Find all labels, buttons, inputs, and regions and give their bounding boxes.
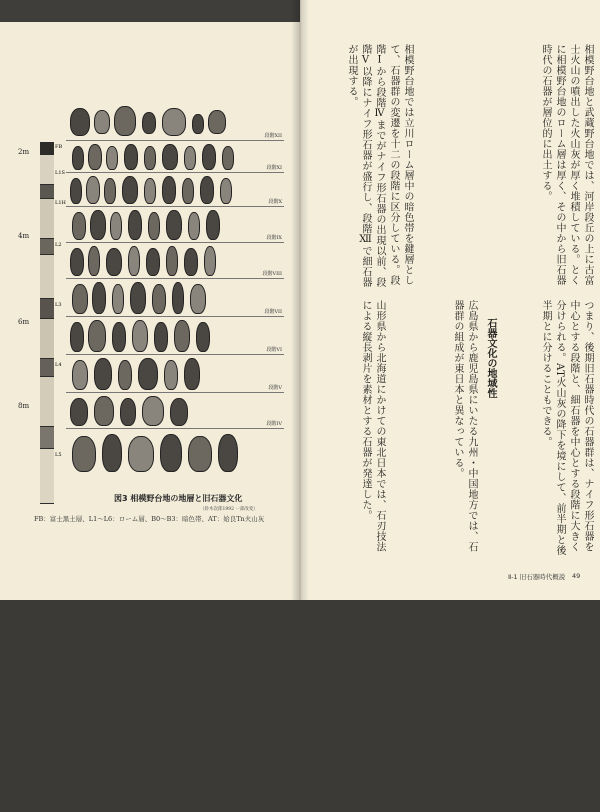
- stone-tool-drawing: [206, 210, 220, 240]
- stone-tool-drawing: [218, 434, 238, 472]
- stone-tool-drawing: [128, 436, 154, 472]
- stratum-label: L1H: [55, 200, 66, 206]
- stone-tool-drawing: [94, 110, 110, 134]
- stone-tool-drawing: [154, 322, 168, 352]
- phase-label: 段階XII: [264, 133, 282, 139]
- stone-tool-drawing: [166, 210, 182, 240]
- phase-divider: [66, 140, 284, 141]
- body-paragraph: 山形県から北海道にかけての東北日本では、石刃技法による縦長剥片を素材とする石器が発達した。: [360, 300, 385, 552]
- stone-tool-drawing: [204, 246, 216, 276]
- stratum: [40, 318, 54, 359]
- stone-tool-drawing: [102, 434, 122, 472]
- stone-tool-drawing: [164, 360, 178, 390]
- figure-source: （鈴木次郎1992 一部改変）: [200, 507, 258, 512]
- stone-tool-drawing: [112, 322, 126, 352]
- stone-tool-drawing: [72, 212, 86, 240]
- stone-tool-drawing: [106, 248, 122, 276]
- phase-divider: [66, 392, 284, 393]
- phase-label: 段階V: [268, 385, 282, 391]
- body-paragraph: つまり、後期旧石器時代の石器群は、ナイフ形石器を中心とする段階と、細石器を中心とする段階に大きく分けられる。AT火山灰の降下を境にして、前半期と後半期とに分けることもできる。: [540, 300, 593, 556]
- stone-tool-drawing: [120, 398, 136, 426]
- phase-divider: [66, 354, 284, 355]
- stone-tool-drawing: [72, 360, 88, 390]
- stone-tool-drawing: [138, 358, 158, 390]
- stone-tool-drawing: [122, 176, 138, 204]
- stratum: [40, 298, 54, 319]
- phase-divider: [66, 242, 284, 243]
- stratum: [40, 238, 54, 255]
- figure-legend: FB：富士黒土層、L1〜L6：ローム層、B0〜B3：暗色帯、AT：姶良Tn火山灰: [34, 515, 265, 523]
- stratum: [40, 448, 54, 504]
- phase-label: 段階VII: [264, 309, 282, 315]
- stone-tool-drawing: [162, 144, 178, 170]
- stone-tool-drawing: [94, 396, 114, 426]
- stone-tool-drawing: [190, 284, 206, 314]
- stone-tool-drawing: [184, 146, 196, 170]
- stone-tool-drawing: [94, 358, 112, 390]
- body-paragraph: 相模野台地と武蔵野台地では、河岸段丘の上に古富士火山の噴出した火山灰が厚く堆積している。とくに相模野台地のローム層は厚く、その中から旧石器時代の石器が層位的に出土する。: [540, 44, 593, 286]
- running-footer: Ⅱ-1 旧石器時代概説: [508, 573, 566, 581]
- depth-label: 2m: [18, 148, 30, 156]
- stone-tool-drawing: [170, 398, 188, 426]
- stratum: [40, 358, 54, 377]
- phase-label: 段階XI: [266, 165, 282, 171]
- phase-divider: [66, 428, 284, 429]
- stone-tool-drawing: [144, 178, 156, 204]
- page-number: 49: [572, 572, 581, 580]
- body-paragraph: 相模野台地では立川ローム層中の暗色帯を鍵層として、石器群の変遷を十二の段階に区分している。段階Ⅰから段階Ⅳまでがナイフ形石器の出現以前、段階Ⅴ以降にナイフ形石器が盛行し、段階Ⅻで細石器が出現する。: [346, 44, 413, 288]
- phase-divider: [66, 206, 284, 207]
- stratum-label: L4: [55, 362, 62, 368]
- stone-tool-drawing: [130, 282, 146, 314]
- left-page: [0, 22, 300, 600]
- stone-tool-drawing: [90, 210, 106, 240]
- stone-tool-drawing: [146, 248, 160, 276]
- stone-tool-drawing: [160, 434, 182, 472]
- stratum: [40, 254, 54, 299]
- stone-tool-drawing: [72, 436, 96, 472]
- stone-tool-drawing: [148, 212, 160, 240]
- stone-tool-drawing: [152, 284, 166, 314]
- figure-caption: 図3 相模野台地の地層と旧石器文化: [114, 494, 243, 503]
- depth-label: 8m: [18, 402, 30, 410]
- stratum: [40, 376, 54, 427]
- phase-divider: [66, 278, 284, 279]
- phase-label: 段階X: [268, 199, 282, 205]
- stone-tool-drawing: [110, 212, 122, 240]
- phase-label: 段階IV: [266, 421, 282, 427]
- stone-tool-drawing: [118, 360, 132, 390]
- stone-tool-drawing: [196, 322, 210, 352]
- stratum: [40, 184, 54, 199]
- stratum-label: L3: [55, 302, 62, 308]
- stone-tool-drawing: [188, 212, 200, 240]
- stone-tool-drawing: [106, 146, 118, 170]
- stone-tool-drawing: [192, 114, 204, 134]
- book-gutter: [291, 0, 309, 600]
- stone-tool-drawing: [142, 396, 164, 426]
- stone-tool-drawing: [70, 108, 90, 136]
- stone-tool-drawing: [88, 320, 106, 352]
- depth-label: 4m: [18, 232, 30, 240]
- stratigraphic-column: [40, 142, 54, 502]
- stone-tool-drawing: [202, 144, 216, 170]
- stone-tool-drawing: [144, 146, 156, 170]
- stone-tool-drawing: [114, 106, 136, 136]
- stone-tool-drawing: [174, 320, 190, 352]
- stone-tool-drawing: [220, 178, 232, 204]
- stone-tool-drawing: [70, 398, 88, 426]
- right-page: [300, 0, 600, 600]
- phase-label: 段階VI: [266, 347, 282, 353]
- stone-tool-drawing: [88, 246, 100, 276]
- stone-tool-drawing: [104, 178, 116, 204]
- stone-tool-drawing: [162, 176, 176, 204]
- stone-tool-drawing: [72, 146, 84, 170]
- stone-tool-drawing: [124, 144, 138, 170]
- stratum: [40, 426, 54, 449]
- stratum: [40, 198, 54, 239]
- phase-divider: [66, 316, 284, 317]
- stone-tool-drawing: [166, 246, 178, 276]
- stone-tool-drawing: [72, 284, 88, 314]
- stone-tool-drawing: [172, 282, 184, 314]
- stratum-label: L5: [55, 452, 62, 458]
- body-paragraph: 広島県から鹿児島県にいたる九州・中国地方では、石器群の組成が東日本と異なっている。: [452, 300, 477, 552]
- phase-label: 段階IX: [266, 235, 282, 241]
- stone-tool-drawing: [184, 358, 200, 390]
- stone-tool-drawing: [162, 108, 186, 136]
- stone-tool-drawing: [86, 176, 100, 204]
- stratum-label: L2: [55, 242, 62, 248]
- stone-tool-drawing: [128, 246, 140, 276]
- stone-tool-drawing: [128, 210, 142, 240]
- stone-tool-drawing: [88, 144, 102, 170]
- stone-tool-drawing: [182, 178, 194, 204]
- phase-divider: [66, 172, 284, 173]
- stone-tool-drawing: [188, 436, 212, 472]
- stratum-label: FB: [55, 144, 63, 150]
- stone-tool-drawing: [142, 112, 156, 134]
- stone-tool-drawing: [70, 248, 84, 276]
- stone-tool-drawing: [132, 320, 148, 352]
- section-heading: 石器文化の地域性: [485, 318, 496, 398]
- stratum: [40, 154, 54, 185]
- depth-label: 6m: [18, 318, 30, 326]
- stone-tool-drawing: [200, 176, 214, 204]
- stone-tool-drawing: [222, 146, 234, 170]
- stone-tool-drawing: [184, 248, 198, 276]
- stone-tool-drawing: [70, 322, 84, 352]
- stone-tool-drawing: [70, 178, 82, 204]
- stone-tool-plates: [66, 102, 284, 492]
- stone-tool-drawing: [112, 284, 124, 314]
- stone-tool-drawing: [92, 282, 106, 314]
- stratum-label: L1S: [55, 170, 65, 176]
- phase-label: 段階VIII: [262, 271, 282, 277]
- stone-tool-drawing: [208, 110, 226, 134]
